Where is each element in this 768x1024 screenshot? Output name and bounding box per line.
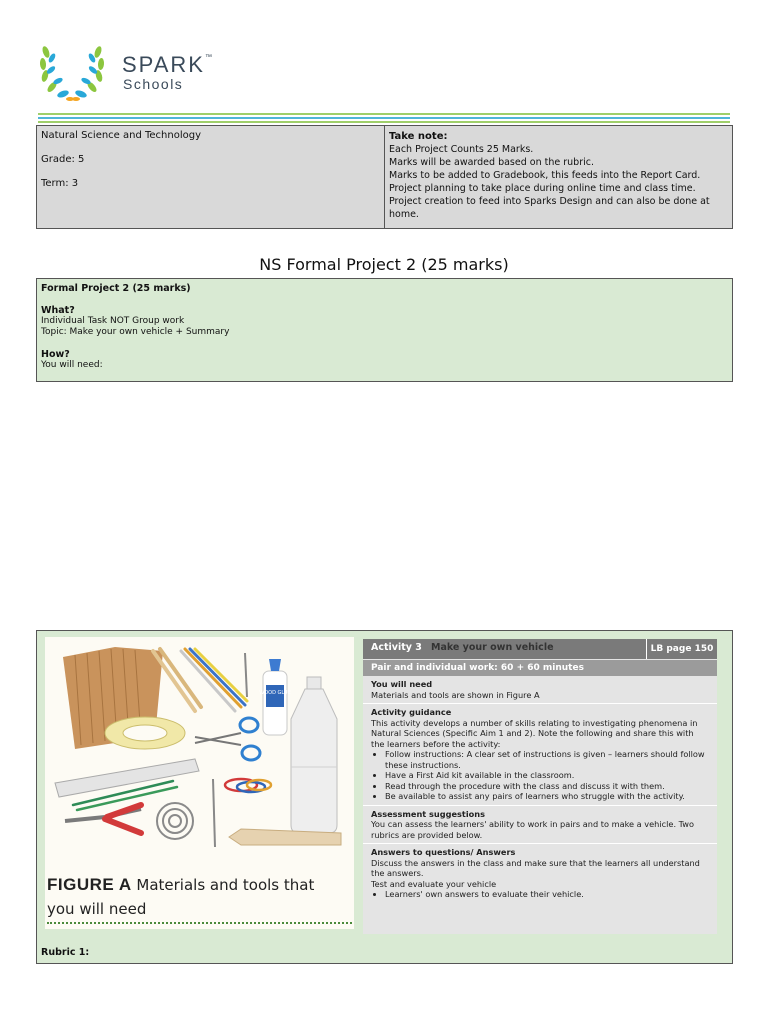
section-text: Materials and tools are shown in Figure A	[371, 689, 540, 700]
list-item: • Be available to assist any pairs of learners who struggle with the activity.	[385, 791, 709, 802]
section-text: Test and evaluate your vehicle	[371, 878, 497, 889]
rubric-label: Rubric 1:	[41, 947, 90, 958]
section-text: You can assess the learners' ability to work in pairs and to make a vehicle. Two rubrics are provided below.	[371, 819, 695, 840]
activity-header	[363, 639, 717, 659]
divider-stripe	[38, 121, 730, 123]
section-title: Answers to questions/ Answers	[371, 847, 516, 857]
activity-guidance-section	[363, 704, 717, 806]
figure-a	[45, 637, 354, 929]
section-title: Assessment suggestions	[371, 808, 485, 819]
figure-label: FIGURE A	[47, 875, 132, 894]
nail-icon	[213, 779, 215, 847]
list-item: • Read through the procedure with the class and discuss it with them.	[385, 781, 709, 792]
wire-coil-icon	[157, 803, 193, 839]
take-note-heading: Take note:	[389, 131, 448, 142]
how-label: How?	[41, 349, 70, 360]
logo-brand: SPARK™	[122, 52, 212, 77]
page-title: NS Formal Project 2 (25 marks)	[259, 255, 509, 274]
term-label: Term: 3	[41, 178, 79, 189]
glue-label: WOOD GLUE	[259, 690, 291, 696]
divider-stripe	[38, 117, 730, 119]
activity-name: Make your own vehicle	[431, 642, 554, 653]
divider-stripe	[38, 113, 730, 115]
rubber-bands-icon	[225, 779, 271, 792]
wood-glue-bottle-icon	[259, 659, 290, 735]
activity-number: Activity 3	[371, 642, 422, 653]
plastic-bottle-icon	[291, 677, 337, 833]
note-line: Each Project Counts 25 Marks.	[389, 144, 534, 155]
activity-panel	[363, 639, 717, 934]
note-line: Project creation to feed into Sparks Design and can also be done at home.	[389, 196, 710, 220]
course-info-table	[36, 125, 733, 229]
answers-section	[363, 844, 717, 903]
figure-caption-line2: you will need	[47, 900, 147, 918]
figure-caption	[47, 873, 347, 921]
note-line: Project planning to take place during online time and class time.	[389, 183, 696, 194]
nail-icon	[245, 653, 247, 697]
header-divider	[38, 113, 730, 125]
section-text: This activity develops a number of skills relating to investigating phenomena in Natural Sciences (Specific Aim 1 and 2). Note the following and share this with the learners before the activity:	[371, 717, 698, 749]
note-line: Marks will be awarded based on the rubric.	[389, 157, 594, 168]
list-item: • Follow instructions: A clear set of instructions is given – learners should follow these instructions.	[385, 749, 709, 770]
section-title: You will need	[371, 679, 433, 689]
masking-tape-icon	[105, 717, 185, 749]
note-line: Marks to be added to Gradebook, this feeds into the Report Card.	[389, 170, 701, 181]
list-item: • Learners' own answers to evaluate their vehicle.	[385, 889, 709, 900]
take-note-panel	[385, 126, 732, 225]
laurel-wreath-icon	[36, 38, 108, 104]
spark-schools-logo	[36, 38, 236, 104]
activity-box	[36, 630, 733, 964]
course-details	[37, 126, 385, 228]
project-heading: Formal Project 2 (25 marks)	[41, 283, 191, 294]
how-line: You will need:	[41, 360, 103, 370]
section-text: Discuss the answers in the class and make sure that the learners all understand the answers.	[371, 857, 700, 878]
figure-divider	[47, 922, 352, 924]
page-reference: LB page 150	[646, 639, 717, 659]
what-line: Individual Task NOT Group work	[41, 316, 185, 326]
project-description	[36, 278, 733, 382]
grade-label: Grade: 5	[41, 154, 85, 165]
logo-subtitle: Schools	[123, 76, 184, 92]
work-type: Pair and individual work: 60 + 60 minutes	[363, 660, 717, 676]
subject-label: Natural Science and Technology	[41, 130, 202, 141]
what-label: What?	[41, 305, 75, 316]
materials-illustration	[45, 637, 354, 867]
assessment-section	[363, 806, 717, 845]
section-title: Activity guidance	[371, 707, 452, 717]
figure-caption-text: Materials and tools that	[136, 876, 315, 894]
scissors-icon	[195, 718, 260, 760]
list-item: • Have a First Aid kit available in the classroom.	[385, 770, 709, 781]
what-line: Topic: Make your own vehicle + Summary	[41, 327, 230, 337]
you-will-need-section	[363, 676, 717, 704]
